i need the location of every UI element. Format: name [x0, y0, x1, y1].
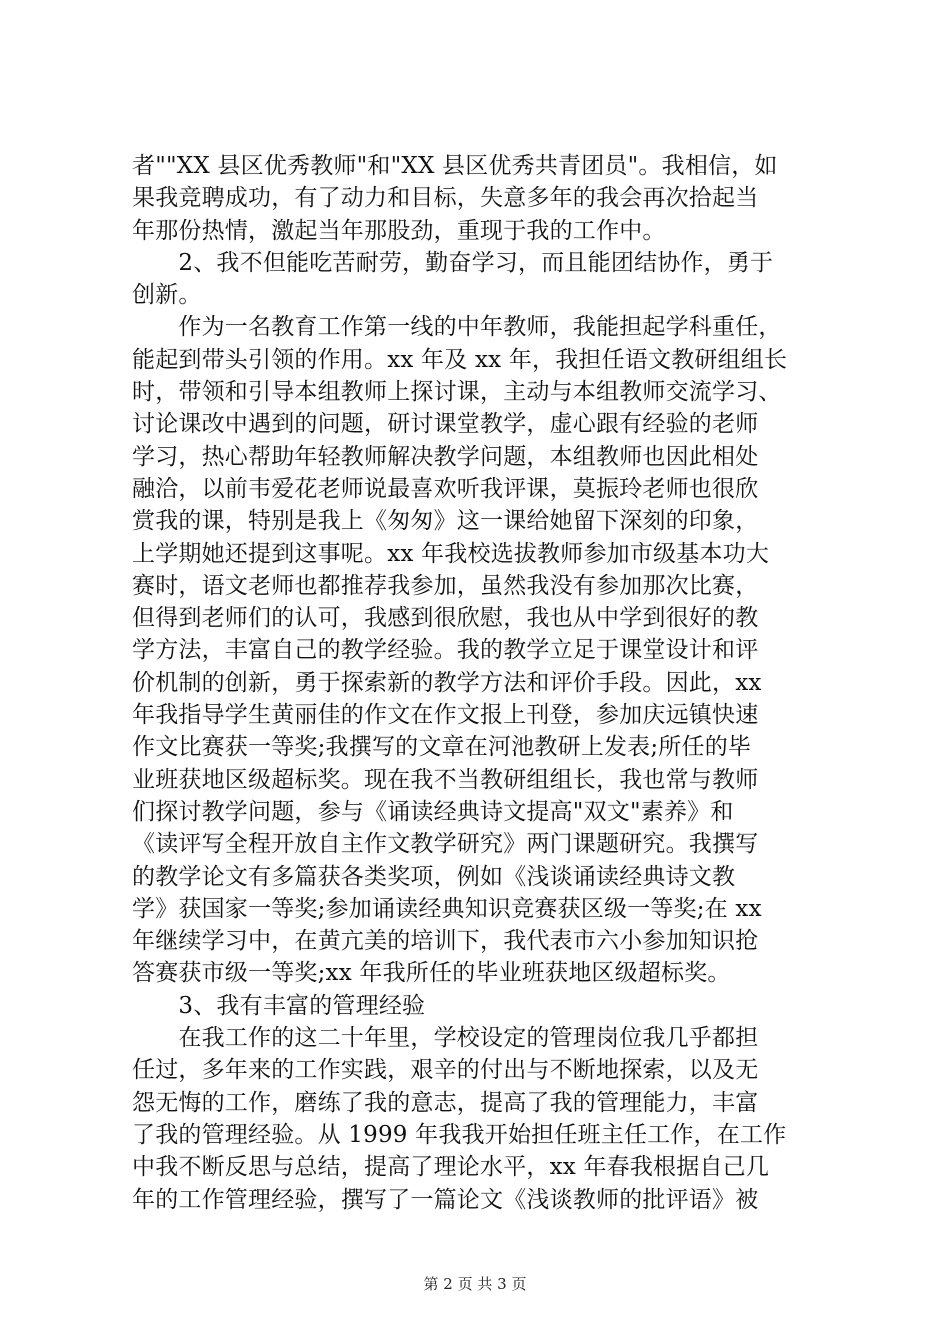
text-line: 任过，多年来的工作实践，艰辛的付出与不断地探索，以及无 [132, 1057, 759, 1084]
text-line: 创新。 [132, 282, 202, 309]
text-line: 怨无悔的工作，磨练了我的意志，提高了我的管理能力，丰富 [132, 1089, 759, 1116]
text-line: 作为一名教育工作第一线的中年教师，我能担起学科重任， [132, 314, 782, 341]
text-line: 作文比赛获一等奖;我撰写的文章在河池教研上发表;所任的毕 [132, 734, 752, 761]
text-line: 答赛获市级一等奖;xx 年我所任的毕业班获地区级超标奖。 [132, 960, 731, 987]
text-line: 的教学论文有多篇获各类奖项，例如《浅谈诵读经典诗文教 [132, 863, 736, 890]
text-line: 者""XX 县区优秀教师"和"XX 县区优秀共青团员"。我相信，如 [132, 153, 778, 179]
text-line: 中我不断反思与总结，提高了理论水平，xx 年春我根据自己几 [132, 1154, 770, 1181]
page-footer: 第 2 页 共 3 页 [423, 1275, 527, 1293]
text-line: 学》获国家一等奖;参加诵读经典知识竞赛获区级一等奖;在 xx [132, 895, 762, 922]
text-line: 们探讨教学问题，参与《诵读经典诗文提高"双文"素养》和 [132, 798, 734, 825]
text-line: 业班获地区级超标奖。现在我不当教研组组长，我也常与教师 [132, 766, 759, 793]
text-line: 能起到带头引领的作用。xx 年及 xx 年，我担任语文教研组组长 [132, 346, 788, 373]
text-line: 果我竞聘成功，有了动力和目标，失意多年的我会再次拾起当 [132, 185, 759, 212]
text-line: 《读评写全程开放自主作文教学研究》两门课题研究。我撰写 [132, 831, 759, 858]
text-line: 年的工作管理经验，撰写了一篇论文《浅谈教师的批评语》被 [132, 1186, 759, 1213]
text-line: 年那份热情，激起当年那股劲，重现于我的工作中。 [132, 217, 666, 244]
text-line: 价机制的创新，勇于探索新的教学方法和评价手段。因此，xx [132, 669, 762, 696]
text-line: 时，带领和引导本组教师上探讨课，主动与本组教师交流学习、 [132, 379, 782, 406]
text-line: 但得到老师们的认可，我感到很欣慰，我也从中学到很好的教 [132, 605, 759, 632]
text-line: 融洽，以前韦爱花老师说最喜欢听我评课，莫振玲老师也很欣 [132, 475, 759, 502]
text-line: 了我的管理经验。从 1999 年我我开始担任班主任工作，在工作 [132, 1121, 787, 1148]
text-line: 年继续学习中，在黄亢美的培训下，我代表市六小参加知识抢 [132, 928, 759, 955]
text-line: 3、我有丰富的管理经验 [132, 992, 426, 1019]
text-line: 赛时，语文老师也都推荐我参加，虽然我没有参加那次比赛， [132, 572, 759, 599]
text-line: 在我工作的这二十年里，学校设定的管理岗位我几乎都担 [132, 1025, 759, 1052]
text-line: 年我指导学生黄丽佳的作文在作文报上刊登，参加庆远镇快速 [132, 702, 759, 729]
text-line: 赏我的课，特别是我上《匆匆》这一课给她留下深刻的印象， [132, 508, 759, 535]
text-line: 2、我不但能吃苦耐劳，勤奋学习，而且能团结协作，勇于 [132, 249, 774, 276]
text-line: 讨论课改中遇到的问题，研讨课堂教学，虚心跟有经验的老师 [132, 411, 759, 438]
body-text [132, 150, 834, 1216]
text-line: 学方法，丰富自己的教学经验。我的教学立足于课堂设计和评 [132, 637, 759, 664]
text-line: 上学期她还提到这事呢。xx 年我校选拔教师参加市级基本功大 [132, 540, 770, 567]
text-line: 学习，热心帮助年轻教师解决教学问题，本组教师也因此相处 [132, 443, 759, 470]
